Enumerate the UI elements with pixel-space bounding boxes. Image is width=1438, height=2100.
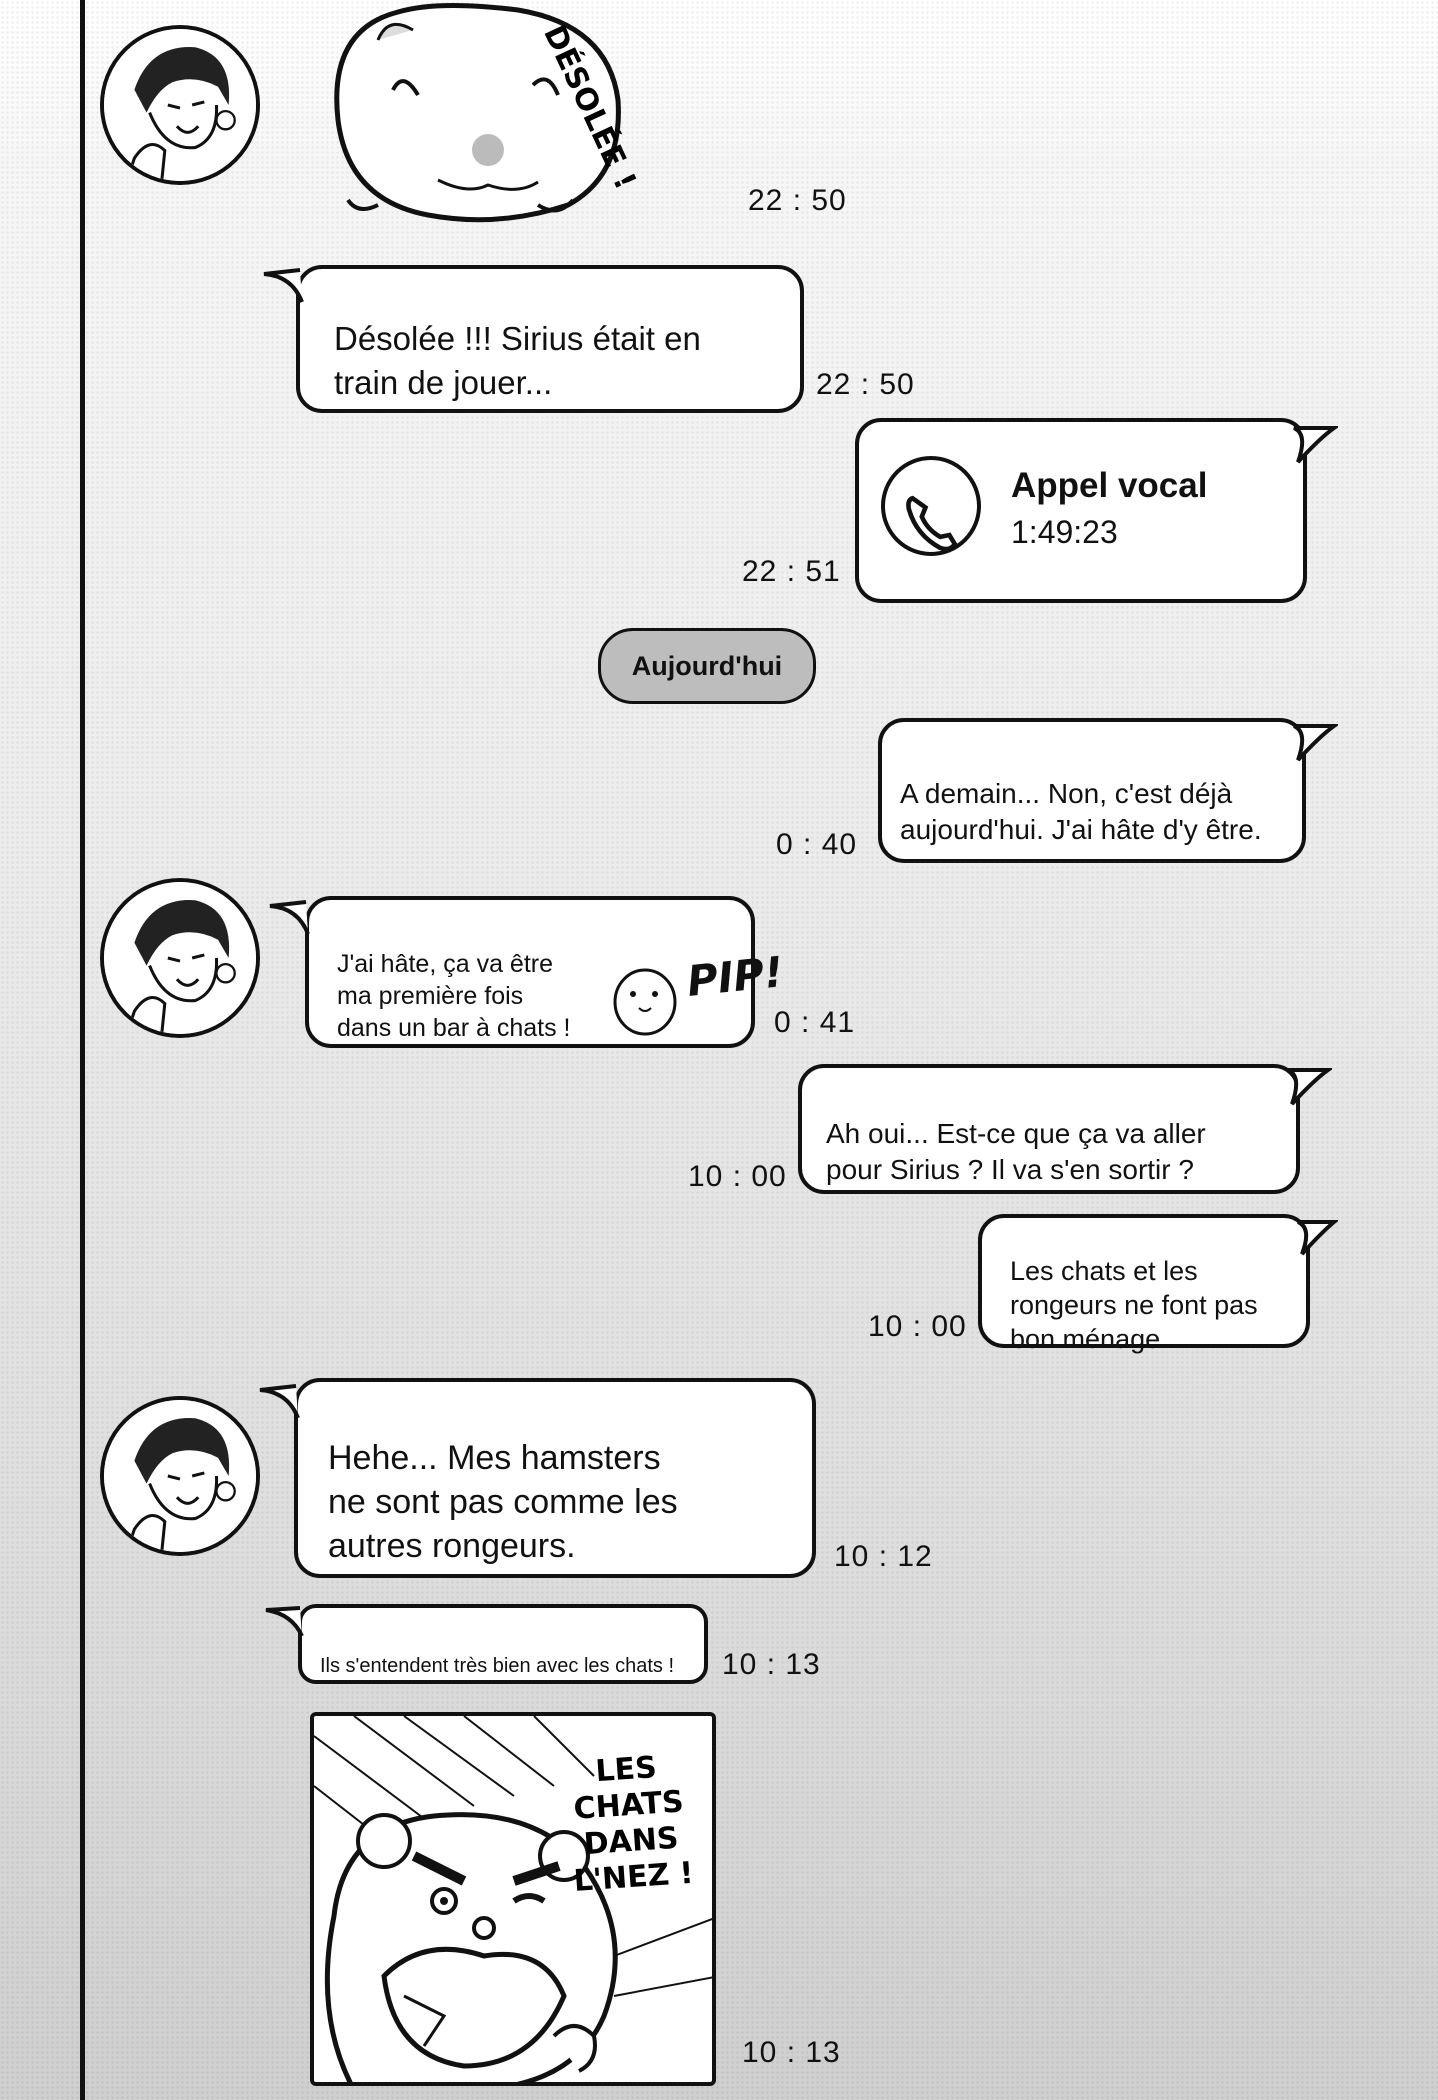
message-time: 10 : 12 [834,1540,933,1573]
message-time: 10 : 00 [688,1160,787,1193]
contact-avatar[interactable] [100,1396,260,1556]
call-duration: 1:49:23 [1011,514,1118,550]
hamster-emoji-icon [609,958,681,1038]
call-title: Appel vocal [1011,466,1208,505]
message-text: J'ai hâte, ça va être ma première fois dans un bar à chats ! [337,950,571,1042]
message-bubble[interactable] [878,718,1306,863]
message-time: 10 : 13 [742,2036,841,2069]
bubble-tail [1294,1218,1338,1258]
bubble-tail [262,266,308,306]
message-time: 0 : 41 [774,1006,856,1039]
bubble-tail [258,1382,304,1422]
contact-avatar[interactable] [100,878,260,1038]
message-bubble[interactable] [798,1064,1300,1194]
message-text: Désolée !!! Sirius était en train de jouer... [334,320,701,401]
hamster-sticker [318,0,658,230]
message-time: 10 : 13 [722,1648,821,1681]
sticker-sfx: DÉSOLÉE ! [536,20,643,195]
panel-caption: LES CHATS DANS L'NEZ ! [572,1750,695,1900]
message-time: 22 : 50 [816,368,915,401]
image-message[interactable] [310,1712,716,2086]
panel-border [80,0,85,2100]
bubble-tail [268,898,314,938]
message-text: Les chats et les rongeurs ne font pas bon ménage... [1010,1256,1258,1354]
message-time: 22 : 51 [742,555,841,588]
phone-icon [881,456,981,556]
message-time: 10 : 00 [868,1310,967,1343]
message-bubble[interactable] [298,1604,708,1684]
message-text: Ah oui... Est-ce que ça va aller pour Sirius ? Il va s'en sortir ? [826,1118,1206,1185]
sfx-text: PIP! [684,947,786,1006]
voice-call-bubble[interactable] [855,418,1307,603]
message-text: Hehe... Mes hamsters ne sont pas comme les autres rongeurs. [328,1439,678,1565]
message-bubble[interactable] [294,1378,816,1578]
bubble-tail [1290,722,1338,764]
message-text: A demain... Non, c'est déjà aujourd'hui. J'ai hâte d'y être. [900,778,1262,845]
message-text: Ils s'entendent très bien avec les chats ! [320,1655,675,1677]
date-separator: Aujourd'hui [598,628,816,704]
bubble-tail [264,1604,308,1640]
message-bubble[interactable] [305,896,786,1048]
message-bubble[interactable] [978,1214,1310,1354]
bubble-tail [1290,424,1338,466]
bubble-tail [1284,1066,1332,1108]
message-time: 0 : 40 [776,828,858,861]
message-time: 22 : 50 [748,184,847,217]
contact-avatar[interactable] [100,25,260,185]
message-bubble[interactable] [296,265,804,413]
